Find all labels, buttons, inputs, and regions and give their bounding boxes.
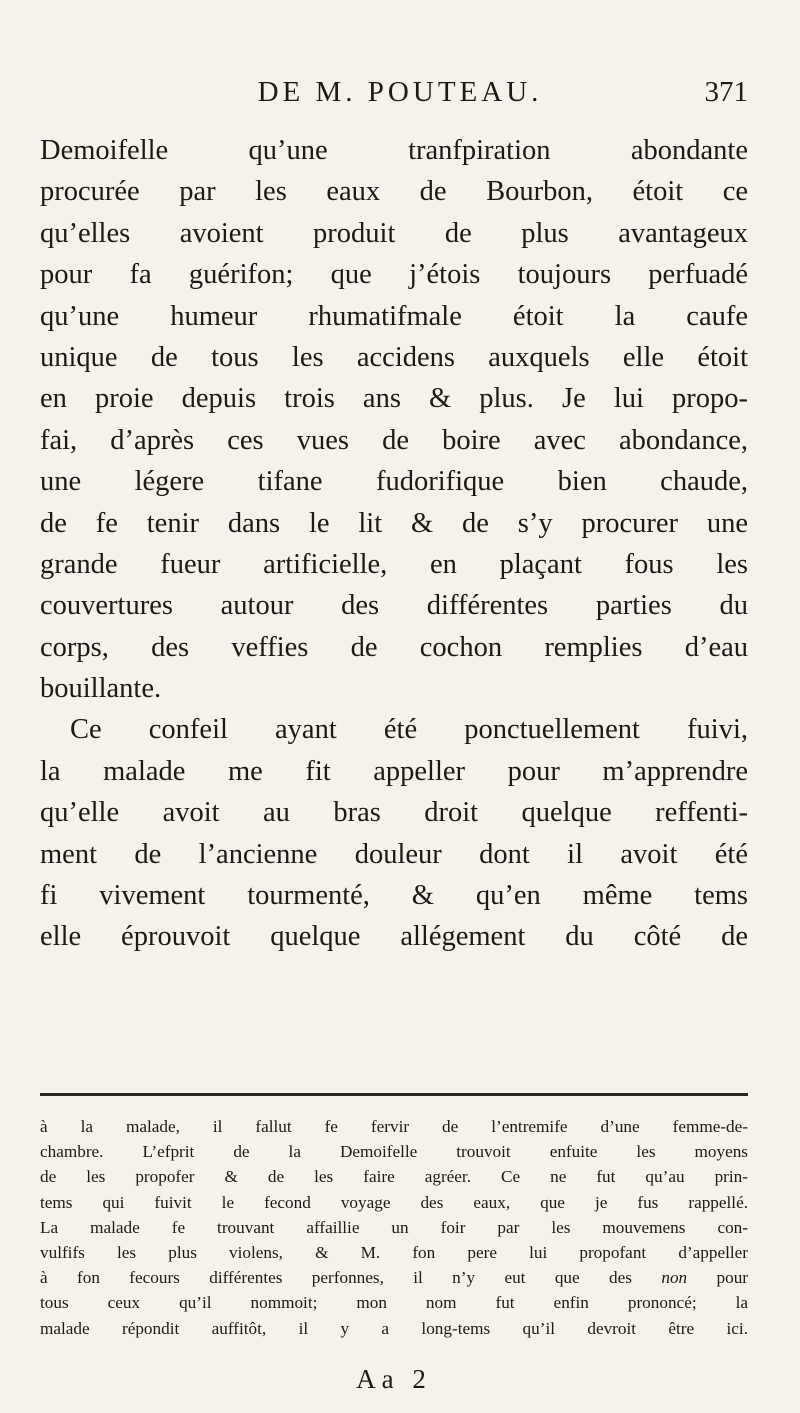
- footnote-line-tail: pour: [716, 1268, 749, 1288]
- footnote-line: tems qui fuivit le fecond voyage des eaux, que je fus rappellé.: [40, 1192, 748, 1212]
- text-line: une légere tifane fudorifique bien chaude,: [40, 466, 748, 498]
- footnote-line-text: à fon fecours différentes perfonnes, il n’y eut que des: [40, 1268, 632, 1288]
- text-line: pour fa guérifon; que j’étois toujours perfuadé: [40, 259, 748, 291]
- page-number: 371: [704, 76, 748, 108]
- footnote-line: La malade fe trouvant affaillie un foir par les mouvemens con-: [40, 1217, 748, 1237]
- text-line: Demoifelle qu’une tranfpiration abondante: [40, 135, 748, 166]
- text-line: elle éprouvoit quelque allégement du côté de: [40, 921, 748, 953]
- main-text: [40, 130, 748, 958]
- text-line: fai, d’après ces vues de boire avec abondance,: [40, 424, 748, 456]
- text-line: corps, des veffies de cochon remplies d’eau: [40, 631, 748, 663]
- footnote-line: malade répondit auffitôt, il y a long-tems qu’il devroit être ici.: [40, 1318, 748, 1338]
- footnote-rule: [40, 1093, 748, 1096]
- text-line: de fe tenir dans le lit & de s’y procurer une: [40, 507, 748, 539]
- text-line: fi vivement tourmenté, & qu’en même tems: [40, 880, 748, 912]
- signature-mark: Aa 2: [356, 1364, 432, 1394]
- footnote-line: vulfifs les plus violens, & M. fon pere lui propofant d’appeller: [40, 1242, 748, 1262]
- text-line: la malade me fit appeller pour m’apprendre: [40, 755, 748, 787]
- text-line: couvertures autour des différentes parties du: [40, 590, 748, 622]
- footnote-line: chambre. L’efprit de la Demoifelle trouvoit enfuite les moyens: [40, 1142, 748, 1162]
- footnote-line: de les propofer & de les faire agréer. Ce ne fut qu’au prin-: [40, 1167, 748, 1187]
- running-head: [40, 76, 760, 120]
- text-line: unique de tous les accidens auxquels elle étoit: [40, 341, 748, 373]
- footnote-line: à la malade, il fallut fe fervir de l’entremife d’une femme-de-: [40, 1117, 748, 1136]
- running-title: DE M. POUTEAU.: [257, 76, 543, 108]
- italic-word: non: [661, 1268, 688, 1288]
- text-line: ment de l’ancienne douleur dont il avoit été: [40, 838, 748, 870]
- text-line: qu’une humeur rhumatifmale étoit la caufe: [40, 300, 748, 332]
- footnote-line-with-italic: [40, 1265, 748, 1290]
- text-line: qu’elles avoient produit de plus avantageux: [40, 217, 748, 249]
- text-line: en proie depuis trois ans & plus. Je lui propo-: [40, 383, 748, 415]
- text-line: qu’elle avoit au bras droit quelque reffenti-: [40, 797, 748, 829]
- text-line: bouillante.: [40, 673, 162, 705]
- text-line: procurée par les eaux de Bourbon, étoit ce: [40, 176, 748, 208]
- footnote: [40, 1114, 748, 1341]
- text-line: Ce confeil ayant été ponctuellement fuivi,: [70, 714, 748, 746]
- footnote-line: tous ceux qu’il nommoit; mon nom fut enfin prononcé; la: [40, 1293, 748, 1313]
- text-line: grande fueur artificielle, en plaçant fous les: [40, 548, 748, 580]
